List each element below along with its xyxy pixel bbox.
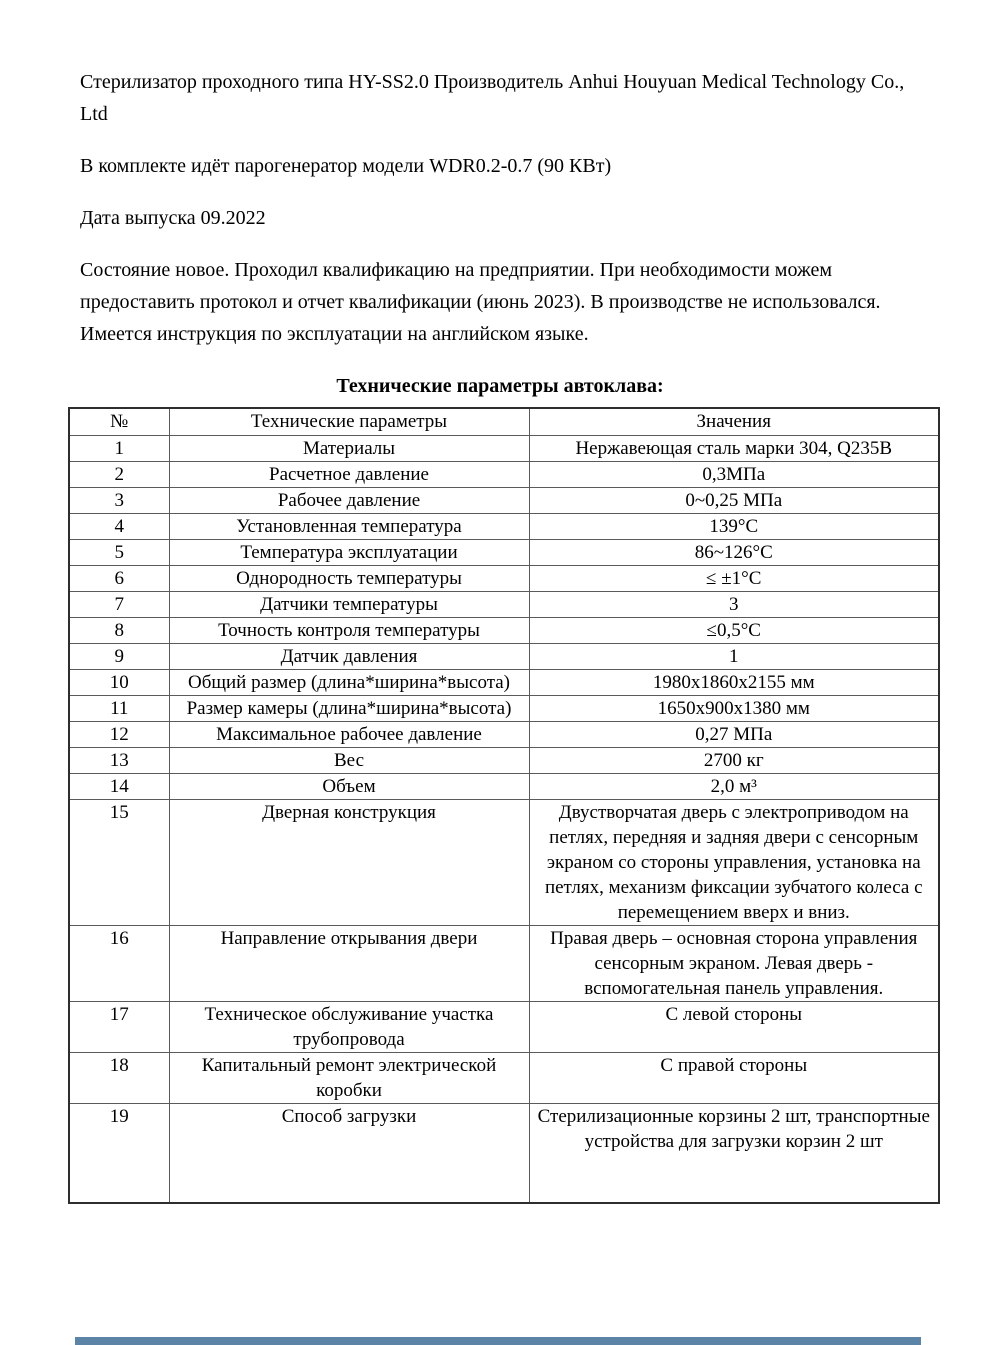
row-number: 19 <box>69 1104 169 1204</box>
table-row <box>69 670 939 696</box>
row-value: 0~0,25 МПа <box>529 488 939 514</box>
row-value: ≤0,5°C <box>529 618 939 644</box>
row-value: 2,0 м³ <box>529 774 939 800</box>
table-row <box>69 462 939 488</box>
row-value: 86~126°C <box>529 540 939 566</box>
header-parameters: Технические параметры <box>169 408 529 436</box>
row-value: С правой стороны <box>529 1053 939 1104</box>
header-values: Значения <box>529 408 939 436</box>
row-value: 139°C <box>529 514 939 540</box>
table-row <box>69 566 939 592</box>
row-number: 17 <box>69 1002 169 1053</box>
row-parameter: Датчики температуры <box>169 592 529 618</box>
row-parameter: Объем <box>169 774 529 800</box>
table-header-row <box>69 408 939 436</box>
row-parameter: Капитальный ремонт электрической коробки <box>169 1053 529 1104</box>
row-number: 12 <box>69 722 169 748</box>
row-parameter: Точность контроля температуры <box>169 618 529 644</box>
row-number: 14 <box>69 774 169 800</box>
intro-paragraph-product: Стерилизатор проходного типа HY-SS2.0 Производитель Anhui Houyuan Medical Technology Co., Ltd <box>80 71 905 125</box>
row-parameter: Вес <box>169 748 529 774</box>
row-number: 16 <box>69 926 169 1002</box>
row-value: 3 <box>529 592 939 618</box>
row-parameter: Расчетное давление <box>169 462 529 488</box>
row-number: 10 <box>69 670 169 696</box>
row-number: 1 <box>69 436 169 462</box>
table-row <box>69 926 939 1002</box>
row-parameter: Материалы <box>169 436 529 462</box>
spec-table <box>68 407 940 1204</box>
row-parameter: Техническое обслуживание участка трубопровода <box>169 1002 529 1053</box>
table-row <box>69 696 939 722</box>
intro-paragraph-condition: Состояние новое. Проходил квалификацию на предприятии. При необходимости можем предоставить протокол и отчет квалификации (июнь 2023). В производстве не использовался. Имеется инструкция по эксплуатации на английском языке. <box>80 259 881 345</box>
row-number: 9 <box>69 644 169 670</box>
table-row <box>69 540 939 566</box>
row-parameter: Дверная конструкция <box>169 800 529 926</box>
row-number: 18 <box>69 1053 169 1104</box>
row-value: 0,27 МПа <box>529 722 939 748</box>
table-row <box>69 644 939 670</box>
row-parameter: Способ загрузки <box>169 1104 529 1204</box>
row-parameter: Максимальное рабочее давление <box>169 722 529 748</box>
row-value: Двустворчатая дверь с электроприводом на петлях, передняя и задняя двери с сенсорным экраном со стороны управления, установка на петлях, механизм фиксации зубчатого колеса с перемещением вверх и вниз. <box>529 800 939 926</box>
row-parameter: Рабочее давление <box>169 488 529 514</box>
row-value: 1 <box>529 644 939 670</box>
row-number: 5 <box>69 540 169 566</box>
row-number: 13 <box>69 748 169 774</box>
row-value: 1650х900х1380 мм <box>529 696 939 722</box>
table-row <box>69 618 939 644</box>
row-value: Правая дверь – основная сторона управления сенсорным экраном. Левая дверь - вспомогательная панель управления. <box>529 926 939 1002</box>
table-row <box>69 514 939 540</box>
row-parameter: Датчик давления <box>169 644 529 670</box>
row-number: 15 <box>69 800 169 926</box>
row-number: 8 <box>69 618 169 644</box>
row-number: 4 <box>69 514 169 540</box>
row-value: 1980х1860х2155 мм <box>529 670 939 696</box>
row-parameter: Направление открывания двери <box>169 926 529 1002</box>
table-title: Технические параметры автоклава: <box>336 375 664 397</box>
row-number: 11 <box>69 696 169 722</box>
row-value: С левой стороны <box>529 1002 939 1053</box>
table-row <box>69 722 939 748</box>
row-parameter: Температура эксплуатации <box>169 540 529 566</box>
row-parameter: Однородность температуры <box>169 566 529 592</box>
row-value: 2700 кг <box>529 748 939 774</box>
row-value: Нержавеющая сталь марки 304, Q235B <box>529 436 939 462</box>
row-parameter: Установленная температура <box>169 514 529 540</box>
partially-visible-image-strip <box>75 1337 921 1345</box>
row-parameter: Общий размер (длина*ширина*высота) <box>169 670 529 696</box>
row-number: 6 <box>69 566 169 592</box>
table-row <box>69 1053 939 1104</box>
row-number: 7 <box>69 592 169 618</box>
table-row <box>69 1104 939 1204</box>
row-value: Стерилизационные корзины 2 шт, транспортные устройства для загрузки корзин 2 шт <box>529 1104 939 1204</box>
table-row <box>69 800 939 926</box>
table-row <box>69 592 939 618</box>
table-row <box>69 774 939 800</box>
row-parameter: Размер камеры (длина*ширина*высота) <box>169 696 529 722</box>
row-number: 2 <box>69 462 169 488</box>
row-number: 3 <box>69 488 169 514</box>
table-row <box>69 1002 939 1053</box>
table-row <box>69 488 939 514</box>
table-row <box>69 436 939 462</box>
row-value: 0,3МПа <box>529 462 939 488</box>
row-value: ≤ ±1°C <box>529 566 939 592</box>
table-row <box>69 748 939 774</box>
intro-paragraph-steam-generator: В комплекте идёт парогенератор модели WDR0.2-0.7 (90 КВт) <box>80 155 612 177</box>
header-number: № <box>69 408 169 436</box>
intro-paragraph-release-date: Дата выпуска 09.2022 <box>80 207 266 229</box>
